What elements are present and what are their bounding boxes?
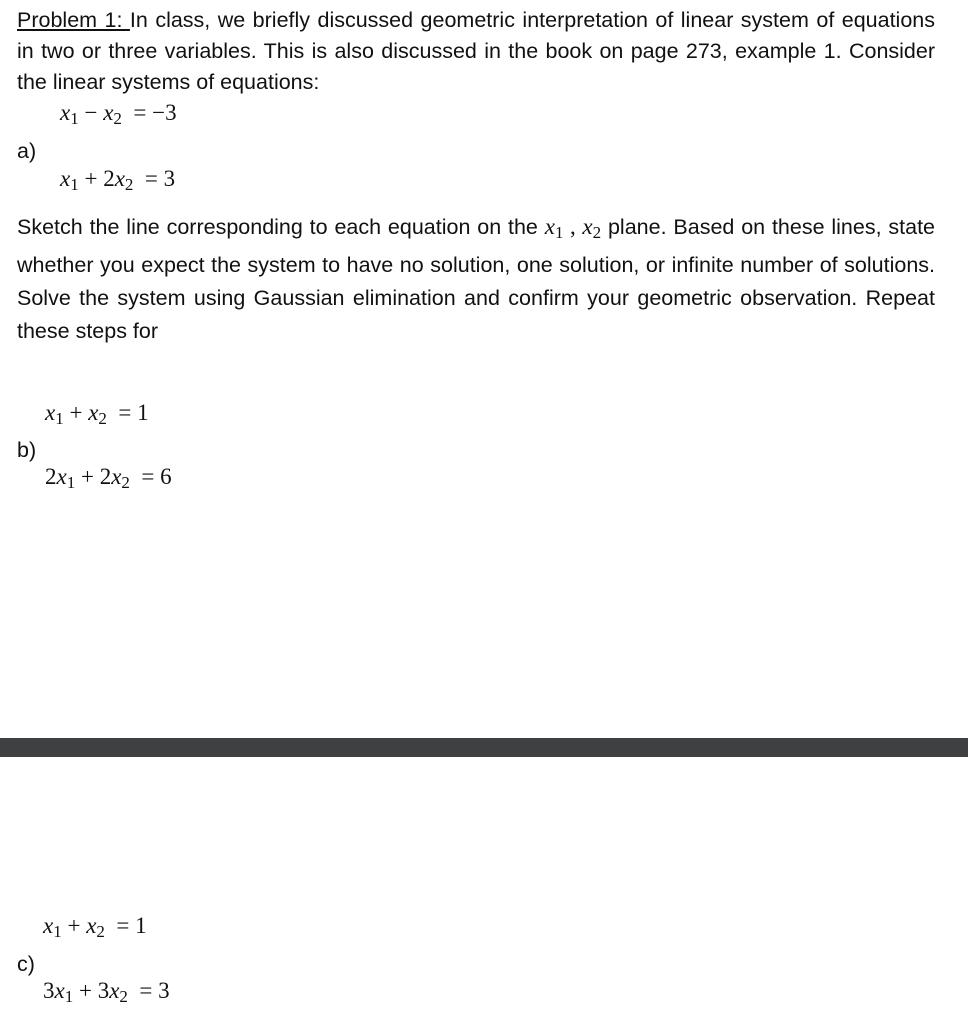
system-a-label: a)	[17, 139, 37, 163]
system-b-equation-1: $x_1 + x_2 = 1$	[45, 400, 149, 428]
system-a-equation-1: $x_1 - x_2 = -3$	[60, 100, 177, 128]
system-b-label: b)	[17, 438, 37, 462]
system-c-label: c)	[17, 952, 35, 976]
problem-intro-paragraph	[17, 5, 935, 98]
system-a-equation-2: $x_1 + 2x_2 = 3$	[60, 166, 176, 194]
system-c-equation-1: $x_1 + x_2 = 1$	[43, 913, 147, 941]
instructions-paragraph	[17, 210, 935, 348]
page-divider	[0, 738, 968, 757]
system-b-equation-2: $2x_1 + 2x_2 = 6$	[45, 464, 172, 492]
problem-intro-text: In class, we briefly discussed geometric interpretation of linear system of equations in two or three variables. This is also discussed in the book on page 273, example 1. Consider the linear systems of equations:	[17, 8, 935, 94]
instructions-text-before: Sketch the line corresponding to each equation on the	[17, 215, 545, 239]
system-c-equation-2: $3x_1 + 3x_2 = 3$	[43, 978, 170, 1006]
plane-variables: $x_1$ , $x_2$	[544, 214, 602, 242]
instructions-text-after: plane. Based on these lines, state whether you expect the system to have no solution, one solution, or infinite number of solutions. Solve the system using Gaussian elimination and confirm your geometric observation. Repeat these steps for	[17, 215, 936, 343]
problem-heading: Problem 1:	[17, 8, 130, 32]
